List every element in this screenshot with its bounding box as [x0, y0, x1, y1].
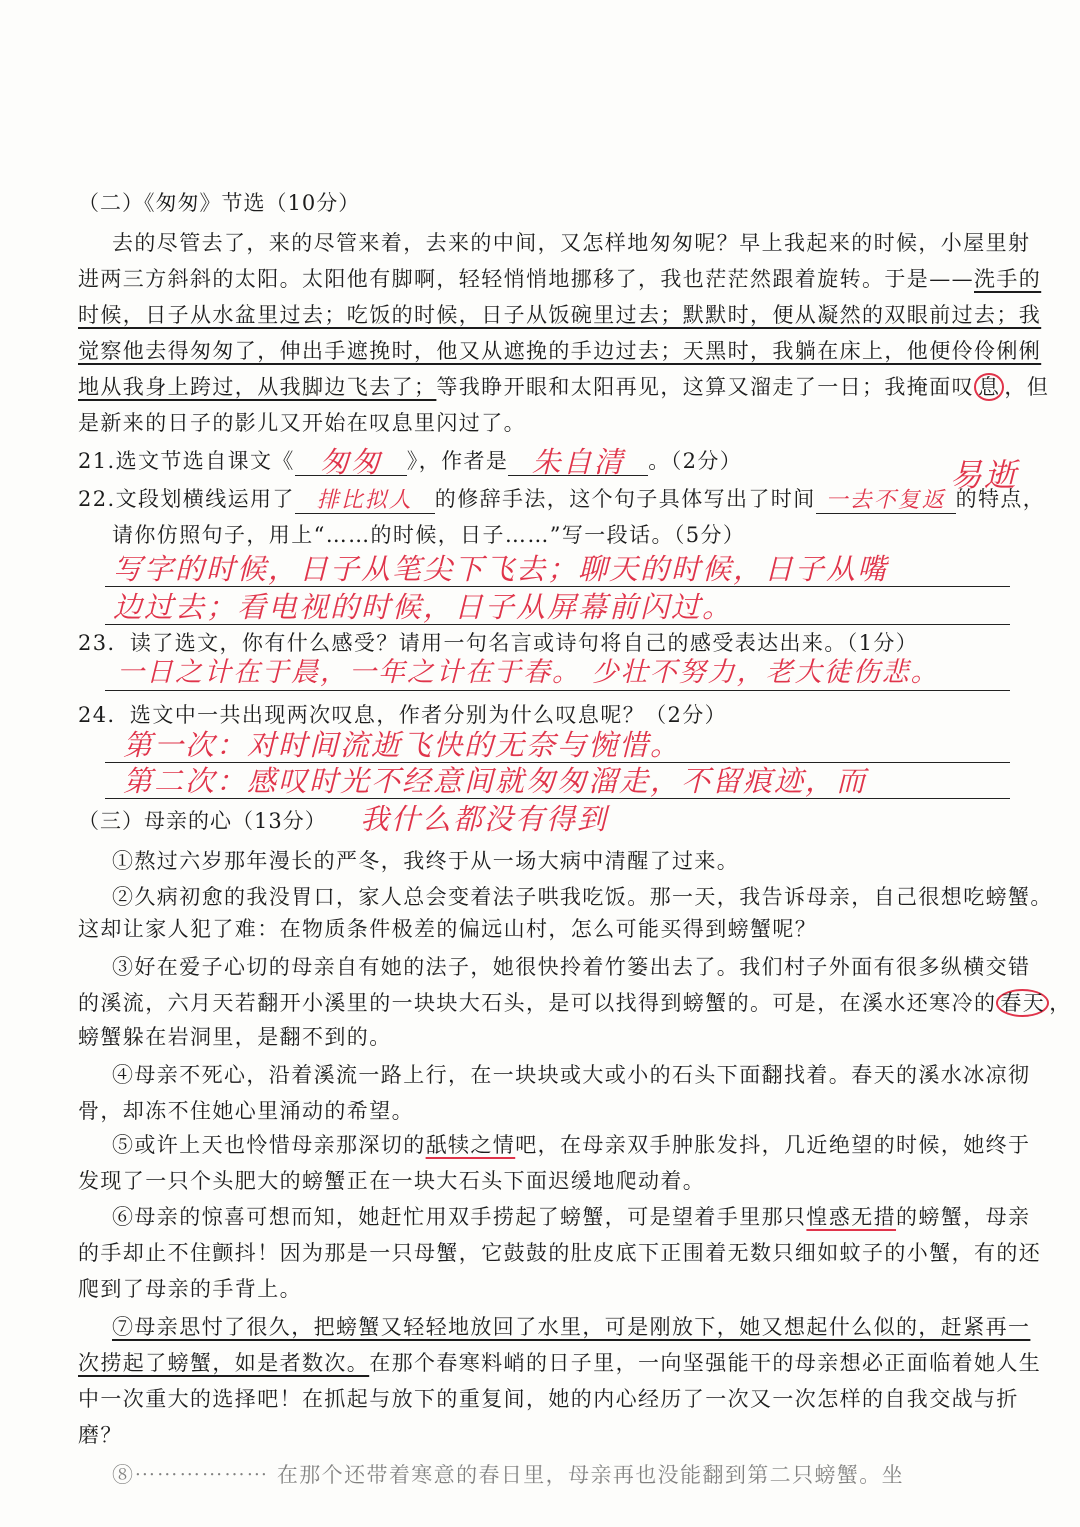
answer-22-writing-2: 边过去；看电视的时候，日子从屏幕前闪过。 [113, 590, 734, 624]
answer-line [105, 656, 1010, 691]
passage-line: 中一次重大的选择吧！在抓起与放下的重复间，她的内心经历了一次又一次怎样的自我交战与折 [78, 1387, 1019, 1411]
question-21: 21.选文节选自课文《 匆匆 》，作者是 朱自清 。（2分） [78, 445, 743, 479]
answer-21-author: 朱自清 [531, 445, 625, 479]
answer-line [105, 728, 1010, 763]
question-23: 23．读了选文，你有什么感受？请用一句名言或诗句将自己的感受表达出来。（1分） [78, 631, 919, 655]
passage-line-underlined: ⑦母亲思忖了很久，把螃蟹又轻轻地放回了水里，可是刚放下，她又想起什么似的，赶紧再一 [112, 1315, 1031, 1339]
answer-23: 一日之计在于晨，一年之计在于春。 少壮不努力，老大徒伤悲。 [117, 657, 940, 688]
circled-word: 春天 [996, 989, 1049, 1017]
passage-line: 进两三方斜斜的太阳。太阳他有脚啊，轻轻悄悄地挪移了，我也茫茫然跟着旋转。于是——洗手的 [78, 267, 1042, 291]
passage-line: 的手却止不住颤抖！因为那是一只母蟹，它鼓鼓的肚皮底下正围着无数只细如蚊子的小蟹，有的还 [78, 1241, 1042, 1265]
passage-line: 去的尽管去了，来的尽管来着，去来的中间，又怎样地匆匆呢？早上我起来的时候，小屋里射 [112, 231, 1031, 255]
passage-line-cut: ⑧⋯⋯⋯⋯⋯⋯ 在那个还带着寒意的春日里，母亲再也没能翻到第二只螃蟹。坐 [112, 1463, 905, 1487]
question-22-prompt: 请你仿照句子，用上“……的时候，日子……”写一段话。（5分） [112, 523, 746, 547]
section2-heading: （二）《匆匆》节选（10分） [78, 191, 361, 215]
answer-line [105, 552, 1010, 587]
answer-22-rhetoric: 排比拟人 [316, 488, 413, 513]
passage-line: 爬到了母亲的手背上。 [78, 1277, 302, 1301]
answer-22-feature: 一去不复返 [825, 488, 946, 513]
passage-line: ④母亲不死心，沿着溪流一路上行，在一块块或大或小的石头下面翻找着。春天的溪水冰凉彻 [112, 1063, 1031, 1087]
question-22: 22.文段划横线运用了 排比拟人 的修辞手法，这个句子具体写出了时间 一去不复返 的特点， [78, 487, 1046, 513]
passage-line: 磨？ [78, 1423, 123, 1447]
answer-22-extra: 易逝 [950, 456, 1019, 494]
circled-word: 息 [974, 373, 1004, 401]
answer-line [105, 764, 1010, 799]
passage-line: 的溪流，六月天若翻开小溪里的一块块大石头，是可以找得到螃蟹的。可是，在溪水还寒冷的 春天 ， [78, 991, 1072, 1015]
passage-line: 这却让家人犯了难：在物质条件极差的偏远山村，怎么可能买得到螃蟹呢？ [78, 917, 818, 941]
answer-24-third: 我什么都没有得到 [360, 802, 609, 836]
passage-line: ⑤或许上天也怜惜母亲那深切的舐犊之情吧，在母亲双手肿胀发抖，几近绝望的时候，她终于 [112, 1133, 1031, 1157]
question-24: 24．选文中一共出现两次叹息，作者分别为什么叹息呢？（2分） [78, 703, 728, 727]
passage-line-underlined: 觉察他去得匆匆了，伸出手遮挽时，他又从遮挽的手边过去；天黑时，我躺在床上，他便伶伶俐俐 [78, 339, 1042, 363]
passage-line: ②久病初愈的我没胃口，家人总会变着法子哄我吃饭。那一天，我告诉母亲，自己很想吃螃蟹。 [112, 885, 1053, 909]
answer-line [105, 590, 1010, 625]
answer-22-writing-1: 写字的时候，日子从笔尖下飞去；聊天的时候，日子从嘴 [113, 552, 889, 586]
section3-heading: （三）母亲的心（13分） [78, 809, 327, 833]
passage-line: 次捞起了螃蟹，如是者数次。在那个春寒料峭的日子里，一向坚强能干的母亲想必正面临着她人生 [78, 1351, 1042, 1375]
passage-line: 是新来的日子的影儿又开始在叹息里闪过了。 [78, 411, 526, 435]
passage-line-underlined: 时候，日子从水盆里过去；吃饭的时候，日子从饭碗里过去；默默时，便从凝然的双眼前过去；我 [78, 303, 1042, 327]
passage-line: 地从我身上跨过，从我脚边飞去了；等我睁开眼和太阳再见，这算又溜走了一日；我掩面叹 息 ，但 [78, 375, 1050, 399]
answer-24-first: 第一次：对时间流逝飞快的无奈与惋惜。 [123, 728, 682, 762]
passage-line: 骨，却冻不住她心里涌动的希望。 [78, 1099, 414, 1123]
answer-21-title: 匆匆 [319, 445, 382, 479]
passage-line: ③好在爱子心切的母亲自有她的法子，她很快拎着竹篓出去了。我们村子外面有很多纵横交错 [112, 955, 1031, 979]
answer-24-second: 第二次：感叹时光不经意间就匆匆溜走，不留痕迹，而 [123, 764, 868, 798]
passage-line: 螃蟹躲在岩洞里，是翻不到的。 [78, 1025, 392, 1049]
passage-line: ①熬过六岁那年漫长的严冬，我终于从一场大病中清醒了过来。 [112, 849, 740, 873]
passage-line: 发现了一只个头肥大的螃蟹正在一块大石头下面迟缓地爬动着。 [78, 1169, 706, 1193]
passage-line: ⑥母亲的惊喜可想而知，她赶忙用双手捞起了螃蟹，可是望着手里那只惶惑无措的螃蟹，母亲 [112, 1205, 1031, 1229]
